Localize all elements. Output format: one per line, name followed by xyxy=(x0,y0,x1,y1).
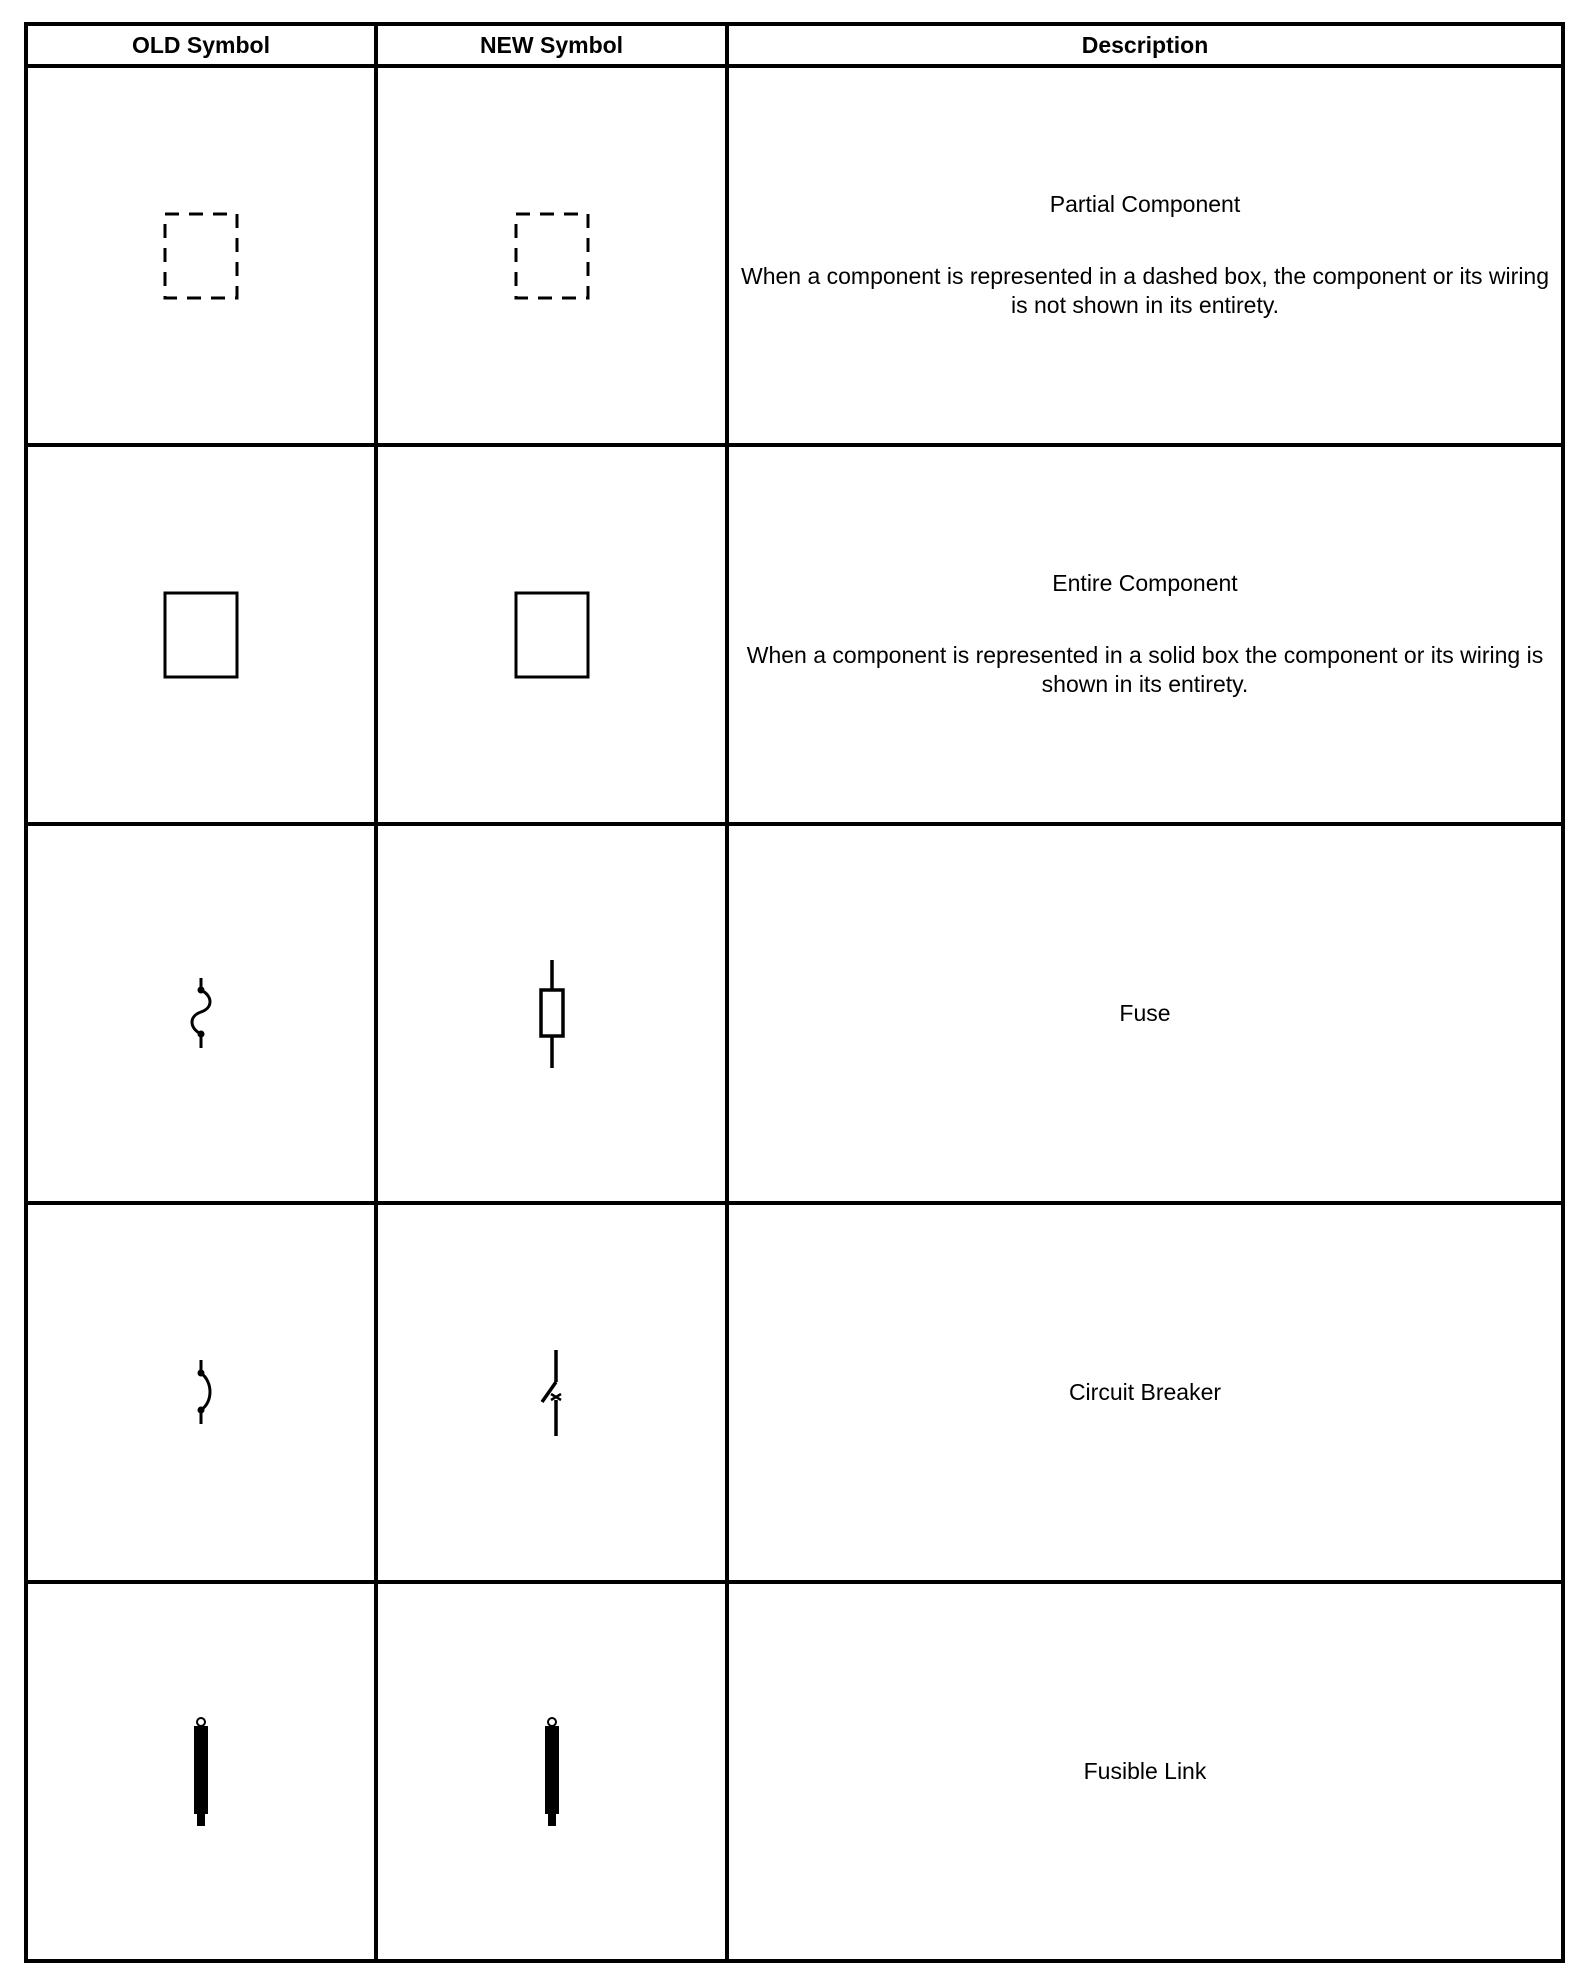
description-cell xyxy=(727,66,1563,445)
description-title: Circuit Breaker xyxy=(1068,1379,1222,1405)
header-row xyxy=(26,24,1563,66)
new-symbol-cell xyxy=(376,824,727,1203)
description-title: Fusible Link xyxy=(1083,1758,1207,1784)
old-symbol-cell xyxy=(26,66,376,445)
header-description: Description xyxy=(727,24,1563,66)
description-cell xyxy=(727,824,1563,1203)
description-title: Partial Component xyxy=(1049,191,1241,217)
old-symbol-cell xyxy=(26,824,376,1203)
header-old-symbol: OLD Symbol xyxy=(26,24,376,66)
description-cell xyxy=(727,445,1563,824)
old-fusible-link-icon xyxy=(181,1716,221,1828)
header-new-symbol: NEW Symbol xyxy=(376,24,727,66)
new-fusible-link-icon xyxy=(532,1716,572,1828)
new-circuit-breaker-icon xyxy=(532,1348,572,1438)
description-body: When a component is represented in a dashed box, the component or its wiring is not shown in its entirety. xyxy=(740,263,1550,318)
symbol-legend-table xyxy=(24,22,1565,1963)
dashed-box-icon xyxy=(512,210,592,302)
new-symbol-cell xyxy=(376,445,727,824)
new-symbol-cell xyxy=(376,1203,727,1582)
solid-box-icon xyxy=(161,589,241,681)
description-cell xyxy=(727,1203,1563,1582)
description-title: Fuse xyxy=(1119,1000,1171,1026)
table-row xyxy=(26,1582,1563,1961)
old-fuse-icon xyxy=(181,974,221,1054)
table-row xyxy=(26,824,1563,1203)
solid-box-icon xyxy=(512,589,592,681)
new-symbol-cell xyxy=(376,1582,727,1961)
new-symbol-cell xyxy=(376,66,727,445)
old-symbol-cell xyxy=(26,1203,376,1582)
table-row xyxy=(26,66,1563,445)
dashed-box-icon xyxy=(161,210,241,302)
description-cell xyxy=(727,1582,1563,1961)
old-symbol-cell xyxy=(26,1582,376,1961)
new-fuse-icon xyxy=(532,958,572,1070)
description-body: When a component is represented in a solid box the component or its wiring is shown in its entirety. xyxy=(746,642,1544,697)
description-title: Entire Component xyxy=(1052,570,1238,596)
table-row xyxy=(26,1203,1563,1582)
old-circuit-breaker-icon xyxy=(181,1358,221,1428)
old-symbol-cell xyxy=(26,445,376,824)
table-row xyxy=(26,445,1563,824)
